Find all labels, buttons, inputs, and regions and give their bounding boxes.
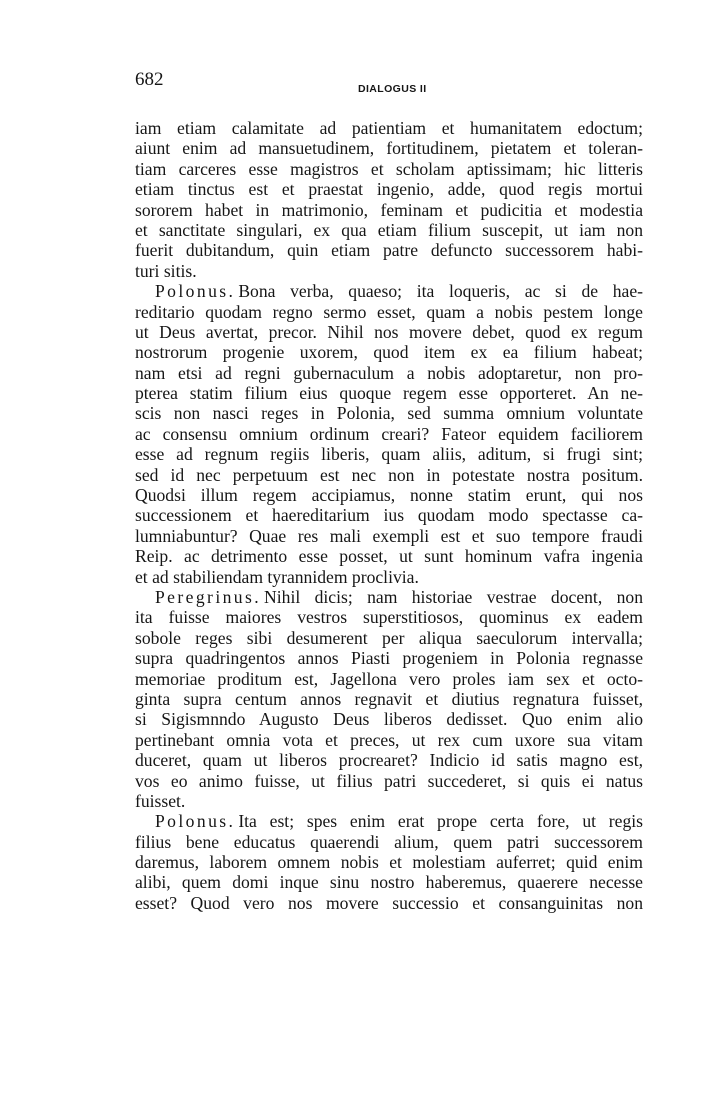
text-line: Quodsi illum regem accipiamus, nonne statim erunt, qui nos bbox=[135, 485, 643, 506]
text-line: filius bene educatus quaerendi alium, quem patri successorem bbox=[135, 831, 643, 852]
text-line: nostrorum progenie uxorem, quod item ex ea filium habeat; bbox=[135, 342, 643, 363]
text-line: iam etiam calamitate ad patientiam et humanitatem edoctum; bbox=[135, 118, 643, 138]
text-line bbox=[135, 587, 643, 607]
text-line: sobole reges sibi desumerent per aliqua saeculorum intervalla; bbox=[135, 627, 643, 648]
text-line: Reip. ac detrimento esse posset, ut sunt hominum vafra ingenia bbox=[135, 546, 643, 567]
text-line: sed id nec perpetuum est nec non in potestate nostra positum. bbox=[135, 464, 643, 485]
text-line: scis non nasci reges in Polonia, sed summa omnium voluntate bbox=[135, 403, 643, 424]
text-line: nam etsi ad regni gubernaculum a nobis adoptaretur, non pro- bbox=[135, 362, 643, 383]
text-line: pterea statim filium eius quoque regem esse opporteret. An ne- bbox=[135, 383, 643, 404]
text-line: ginta supra centum annos regnavit et diutius regnatura fuisset, bbox=[135, 688, 643, 709]
running-head: DIALOGUS II bbox=[358, 83, 427, 95]
text-line: ac consensu omnium ordinum creari? Fateor equidem faciliorem bbox=[135, 423, 643, 444]
body-text bbox=[135, 118, 643, 913]
speaker-name: Polonus. bbox=[155, 811, 236, 832]
text-line: esse ad regnum regiis liberis, quam aliis, aditum, si frugi sint; bbox=[135, 444, 643, 465]
text-line: ita fuisse maiores vestros superstitiosos, quominus ex eadem bbox=[135, 607, 643, 628]
text-line: successionem et haereditarium ius quodam modo spectasse ca- bbox=[135, 505, 643, 526]
text-line: tiam carceres esse magistros et scholam aptissimam; hic litteris bbox=[135, 158, 643, 179]
text-line: daremus, laborem omnem nobis et molestiam auferret; quid enim bbox=[135, 852, 643, 873]
page-number: 682 bbox=[135, 69, 164, 90]
text-line: supra quadringentos annos Piasti progeniem in Polonia regnasse bbox=[135, 648, 643, 669]
text-line: etiam tinctus est et praestat ingenio, adde, quod regis mortui bbox=[135, 179, 643, 200]
text-line: lumniabuntur? Quae res mali exempli est et suo tempore fraudi bbox=[135, 525, 643, 546]
text-line: vos eo animo fuisse, ut filius patri succederet, si quis ei natus bbox=[135, 770, 643, 791]
speaker-name: Polonus. bbox=[155, 281, 236, 302]
text-line: esset? Quod vero nos movere successio et consanguinitas non bbox=[135, 892, 643, 913]
text-line: fuisset. bbox=[135, 790, 186, 811]
line-text: Nihil dicis; nam historiae vestrae docent, non bbox=[264, 586, 643, 607]
speaker-name: Peregrinus. bbox=[155, 586, 262, 607]
text-line: alibi, quem domi inque sinu nostro haberemus, quaerere necesse bbox=[135, 872, 643, 893]
text-line: et ad stabiliendam tyrannidem proclivia. bbox=[135, 566, 419, 587]
text-line: memoriae proditum est, Jagellona vero proles iam sex et octo- bbox=[135, 668, 643, 689]
text-line: pertinebant omnia vota et preces, ut rex cum uxore sua vitam bbox=[135, 729, 643, 750]
text-line: duceret, quam ut liberos procrearet? Indicio id satis magno est, bbox=[135, 750, 643, 771]
text-line: et sanctitate singulari, ex qua etiam filium suscepit, ut iam non bbox=[135, 219, 643, 240]
line-text: Bona verba, quaeso; ita loqueris, ac si de hae- bbox=[238, 281, 643, 302]
text-line bbox=[135, 281, 643, 301]
text-line: aiunt enim ad mansuetudinem, fortitudinem, pietatem et toleran- bbox=[135, 138, 643, 159]
text-line: sororem habet in matrimonio, feminam et pudicitia et modestia bbox=[135, 199, 643, 220]
text-line: reditario quodam regno sermo esset, quam a nobis pestem longe bbox=[135, 301, 643, 322]
text-line: si Sigismnndo Augusto Deus liberos dedisset. Quo enim alio bbox=[135, 709, 643, 730]
text-line: turi sitis. bbox=[135, 260, 197, 281]
text-line: ut Deus avertat, precor. Nihil nos movere debet, quod ex regum bbox=[135, 321, 643, 342]
text-line bbox=[135, 811, 643, 831]
text-line: fuerit dubitandum, quin etiam patre defuncto successorem habi- bbox=[135, 240, 643, 261]
line-text: Ita est; spes enim erat prope certa fore, ut regis bbox=[238, 811, 643, 832]
